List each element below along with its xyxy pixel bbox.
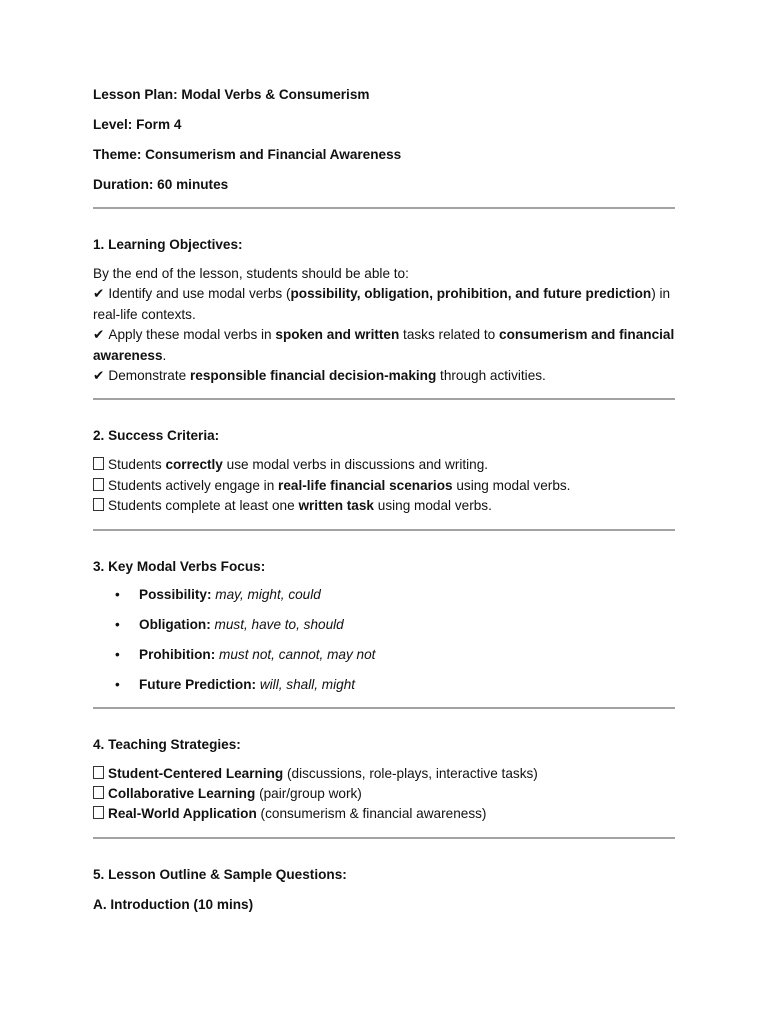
- success-item: Students actively engage in real-life financial scenarios using modal verbs.: [93, 476, 675, 496]
- checkbox-icon: [93, 786, 104, 799]
- objective-item: ✔ Demonstrate responsible financial decision-making through activities.: [93, 368, 546, 384]
- lesson-title: Lesson Plan: Modal Verbs & Consumerism: [93, 87, 370, 102]
- modals-heading: 3. Key Modal Verbs Focus:: [93, 558, 266, 574]
- outline-heading: 5. Lesson Outline & Sample Questions:: [93, 866, 347, 882]
- strategy-item: Real-World Application (consumerism & financial awareness): [93, 804, 675, 824]
- lesson-duration: Duration: 60 minutes: [93, 177, 229, 192]
- lesson-level: Level: Form 4: [93, 117, 182, 132]
- divider: [93, 398, 675, 400]
- strategy-item: Collaborative Learning (pair/group work): [93, 784, 675, 804]
- success-heading: 2. Success Criteria:: [93, 428, 220, 444]
- checkbox-icon: [93, 806, 104, 819]
- success-body: [93, 455, 675, 516]
- outline-subheading: A. Introduction (10 mins): [93, 896, 254, 912]
- success-item: Students correctly use modal verbs in discussions and writing.: [93, 455, 675, 475]
- checkmark-icon: ✔: [93, 286, 105, 302]
- objectives-intro: By the end of the lesson, students should be able to:: [93, 266, 409, 281]
- list-item: • Future Prediction: will, shall, might: [93, 675, 675, 695]
- objectives-heading: 1. Learning Objectives:: [93, 237, 243, 252]
- strategies-heading: 4. Teaching Strategies:: [93, 736, 241, 752]
- bullet-icon: •: [115, 586, 120, 602]
- divider: [93, 837, 675, 839]
- modal-verbs-list: [93, 585, 675, 695]
- lesson-meta: [93, 85, 675, 195]
- lesson-plan-content: [93, 85, 675, 915]
- divider: [93, 707, 675, 709]
- checkbox-icon: [93, 766, 104, 779]
- list-item: • Prohibition: must not, cannot, may not: [93, 645, 675, 665]
- divider: [93, 207, 675, 209]
- objectives-body: [93, 264, 675, 386]
- list-item: • Obligation: must, have to, should: [93, 615, 675, 635]
- checkmark-icon: ✔: [93, 368, 105, 384]
- checkbox-icon: [93, 478, 104, 491]
- divider: [93, 529, 675, 531]
- strategy-item: Student-Centered Learning (discussions, role-plays, interactive tasks): [93, 764, 675, 784]
- lesson-theme: Theme: Consumerism and Financial Awareness: [93, 147, 402, 162]
- success-item: Students complete at least one written task using modal verbs.: [93, 496, 675, 516]
- checkmark-icon: ✔: [93, 327, 105, 343]
- checkbox-icon: [93, 457, 104, 470]
- checkbox-icon: [93, 498, 104, 511]
- objective-item: ✔ Apply these modal verbs in spoken and written tasks related to consumerism and financial awareness.: [93, 327, 675, 363]
- bullet-icon: •: [115, 646, 120, 662]
- strategies-body: [93, 764, 675, 825]
- bullet-icon: •: [115, 676, 120, 692]
- bullet-icon: •: [115, 616, 120, 632]
- objective-item: ✔ Identify and use modal verbs (possibility, obligation, prohibition, and future prediction) in real-life contexts.: [93, 286, 671, 322]
- list-item: • Possibility: may, might, could: [93, 585, 675, 605]
